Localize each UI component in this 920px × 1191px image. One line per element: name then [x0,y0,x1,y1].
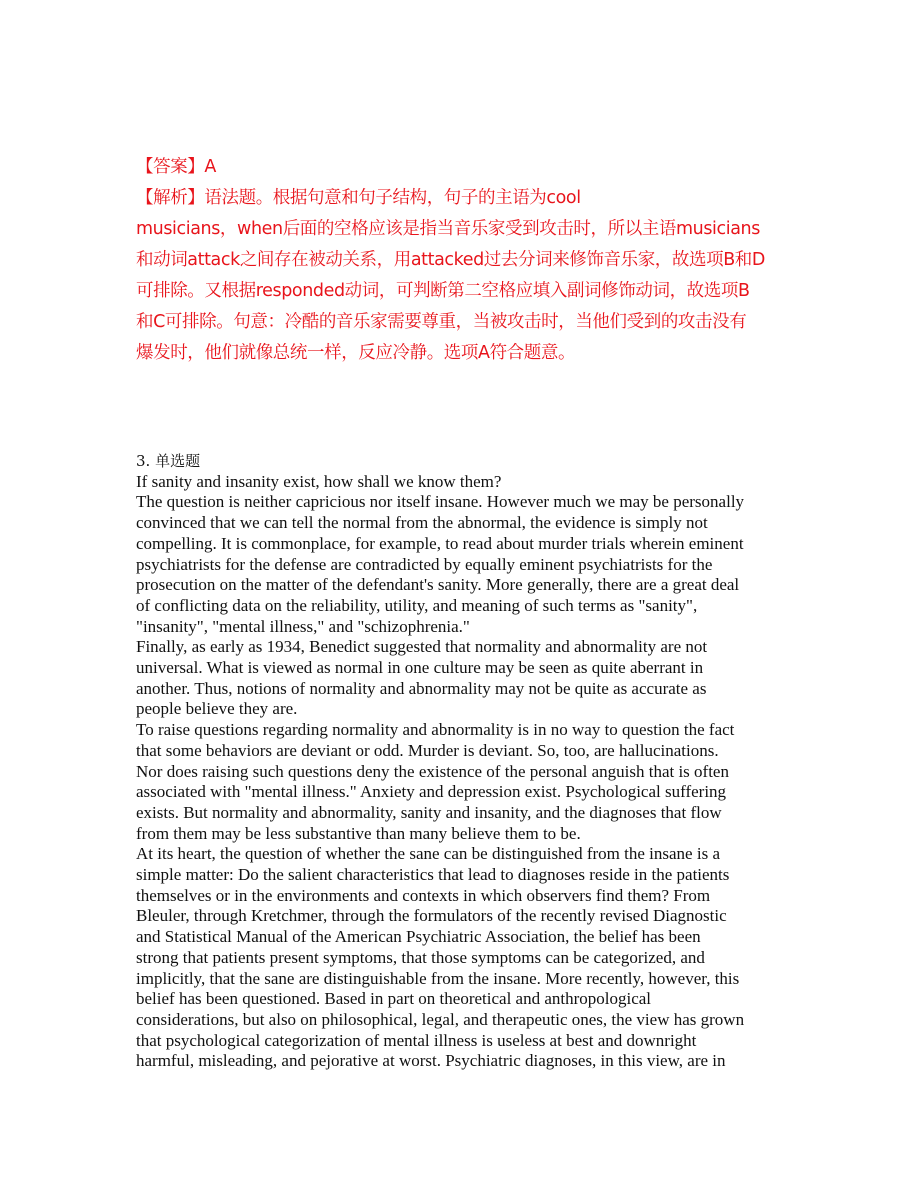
passage-line: associated with "mental illness." Anxiety and depression exist. Psychological suffering [136,782,727,802]
analysis-line: 可排除。又根据responded动词，可判断第二空格应填入副词修饰动词，故选项B [136,281,750,301]
passage-line: To raise questions regarding normality and abnormality is in no way to question the fact [136,720,735,740]
passage-line: compelling. It is commonplace, for example, to read about murder trials wherein eminent [136,533,744,553]
question-type-label: 3. 单选题 [136,452,201,470]
passage-line: themselves or in the environments and contexts in which observers find them? From [136,885,711,905]
passage-line: strong that patients present symptoms, that those symptoms can be categorized, and [136,947,705,967]
analysis-line: musicians，when后面的空格应该是指当音乐家受到攻击时，所以主语musicians [136,219,760,239]
passage-line: simple matter: Do the salient characteristics that lead to diagnoses reside in the patients [136,865,730,885]
analysis-line: 【解析】语法题。根据句意和句子结构，句子的主语为cool [136,188,581,208]
analysis-line: 和C可排除。句意：冷酷的音乐家需要尊重，当被攻击时，当他们受到的攻击没有 [136,312,747,332]
passage-line: "insanity", "mental illness," and "schizophrenia." [136,616,470,636]
passage-line: Finally, as early as 1934, Benedict suggested that normality and abnormality are not [136,637,708,657]
passage-line: people believe they are. [136,699,298,719]
passage-line: and Statistical Manual of the American Psychiatric Association, the belief has been [136,927,701,947]
analysis-line: 爆发时，他们就像总统一样，反应冷静。选项A符合题意。 [136,343,576,363]
passage-line: prosecution on the matter of the defendant's sanity. More generally, there are a great deal [136,575,740,595]
passage-line: implicitly, that the sane are distinguishable from the insane. More recently, however, this [136,968,740,988]
answer-line: 【答案】A [136,157,216,177]
passage-line: At its heart, the question of whether the sane can be distinguished from the insane is a [136,844,720,864]
passage-line: Nor does raising such questions deny the existence of the personal anguish that is often [136,761,729,781]
passage-line: belief has been questioned. Based in part on theoretical and anthropological [136,989,652,1009]
passage-line: that some behaviors are deviant or odd. Murder is deviant. So, too, are hallucinations. [136,740,719,760]
passage-line: Bleuler, through Kretchmer, through the formulators of the recently revised Diagnostic [136,906,727,926]
passage-line: harmful, misleading, and pejorative at worst. Psychiatric diagnoses, in this view, are in [136,1051,726,1071]
passage-line: that psychological categorization of mental illness is useless at best and downright [136,1030,697,1050]
passage-line: If sanity and insanity exist, how shall we know them? [136,471,502,491]
question-passage [136,451,788,1072]
passage-line: exists. But normality and abnormality, sanity and insanity, and the diagnoses that flow [136,802,722,822]
passage-line: from them may be less substantive than many believe them to be. [136,823,581,843]
passage-line: convinced that we can tell the normal from the abnormal, the evidence is simply not [136,513,708,533]
passage-line: psychiatrists for the defense are contradicted by equally eminent psychiatrists for the [136,554,713,574]
passage-line: considerations, but also on philosophical, legal, and therapeutic ones, the view has grown [136,1009,745,1029]
passage-line: universal. What is viewed as normal in one culture may be seen as quite aberrant in [136,658,704,678]
passage-line: another. Thus, notions of normality and abnormality may not be quite as accurate as [136,678,707,698]
analysis-line: 和动词attack之间存在被动关系，用attacked过去分词来修饰音乐家，故选项B和D [136,250,765,270]
passage-line: of conflicting data on the reliability, utility, and meaning of such terms as "sanity", [136,595,698,615]
answer-explanation [136,152,786,369]
passage-line: The question is neither capricious nor itself insane. However much we may be personally [136,492,745,512]
